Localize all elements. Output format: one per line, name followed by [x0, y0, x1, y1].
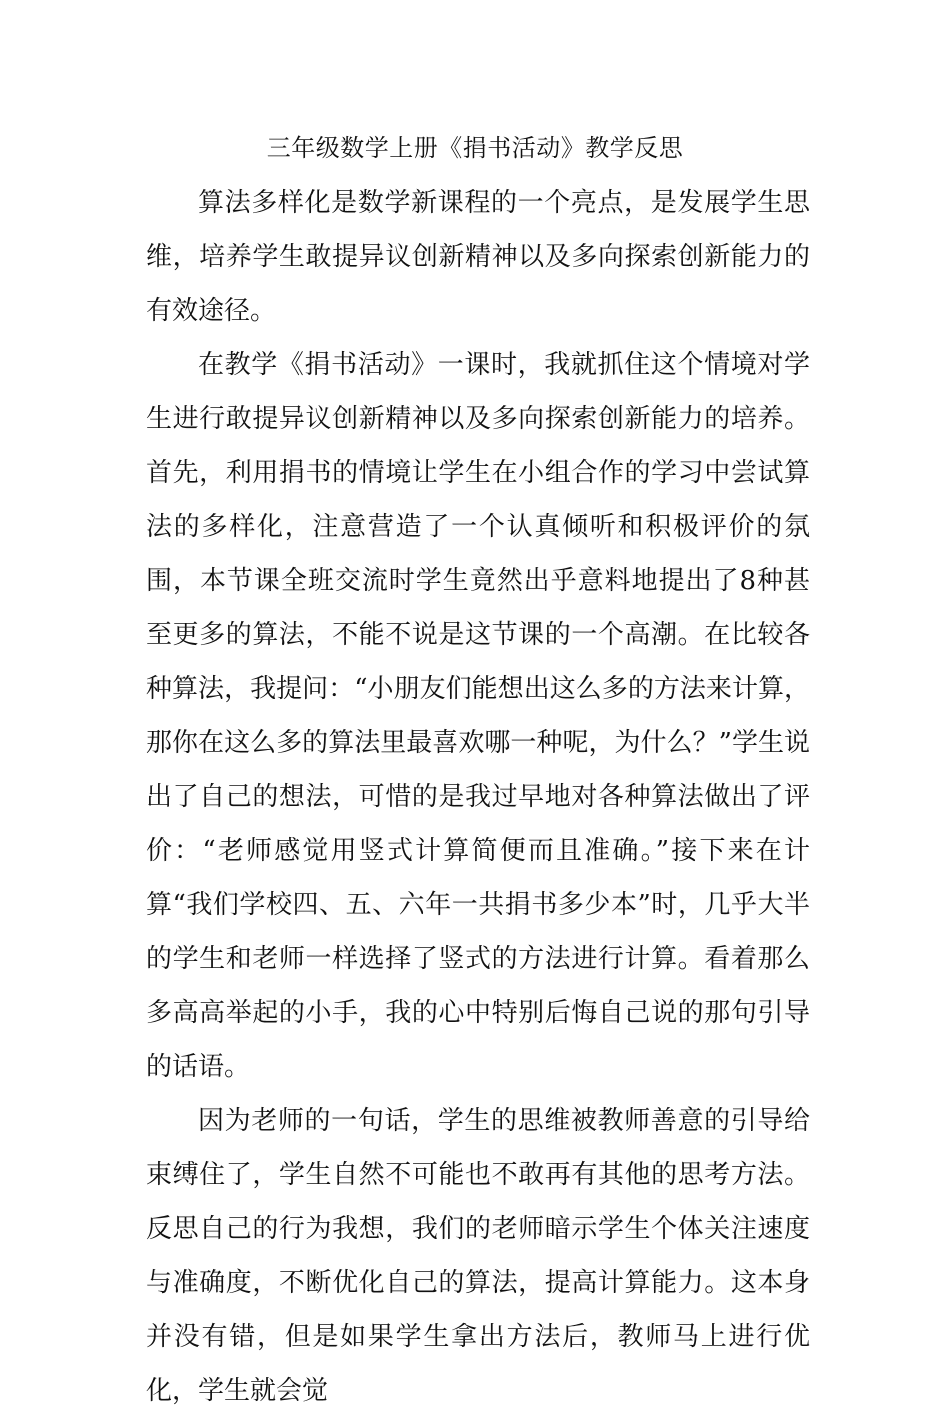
paragraph-1: 算法多样化是数学新课程的一个亮点，是发展学生思维，培养学生敢提异议创新精神以及多向探索创新能力的有效途径。: [146, 188, 810, 326]
document-title: 三年级数学上册《捐书活动》教学反思: [266, 134, 684, 162]
paragraph-2: 在教学《捐书活动》一课时，我就抓住这个情境对学生进行敢提异议创新精神以及多向探索创新能力的培养。首先，利用捐书的情境让学生在小组合作的学习中尝试算法的多样化，注意营造了一个认真倾听和积极评价的氛围，本节课全班交流时学生竟然出乎意料地提出了8种甚至更多的算法，不能不说是这节课的一个高潮。在比较各种算法，我提问：“小朋友们能想出这么多的方法来计算，那你在这么多的算法里最喜欢哪一种呢，为什么？”学生说出了自己的想法，可惜的是我过早地对各种算法做出了评价：“老师感觉用竖式计算简便而且准确。”接下来在计算“我们学校四、五、六年一共捐书多少本”时，几乎大半的学生和老师一样选择了竖式的方法进行计算。看着那么多高高举起的小手，我的心中特别后悔自己说的那句引导的话语。: [146, 350, 810, 1082]
paragraph-3: 因为老师的一句话，学生的思维被教师善意的引导给束缚住了，学生自然不可能也不敢再有其他的思考方法。反思自己的行为我想，我们的老师暗示学生个体关注速度与准确度，不断优化自己的算法，提高计算能力。这本身并没有错，但是如果学生拿出方法后，教师马上进行优化，学生就会觉: [146, 1106, 810, 1406]
document-body: [146, 176, 810, 1418]
